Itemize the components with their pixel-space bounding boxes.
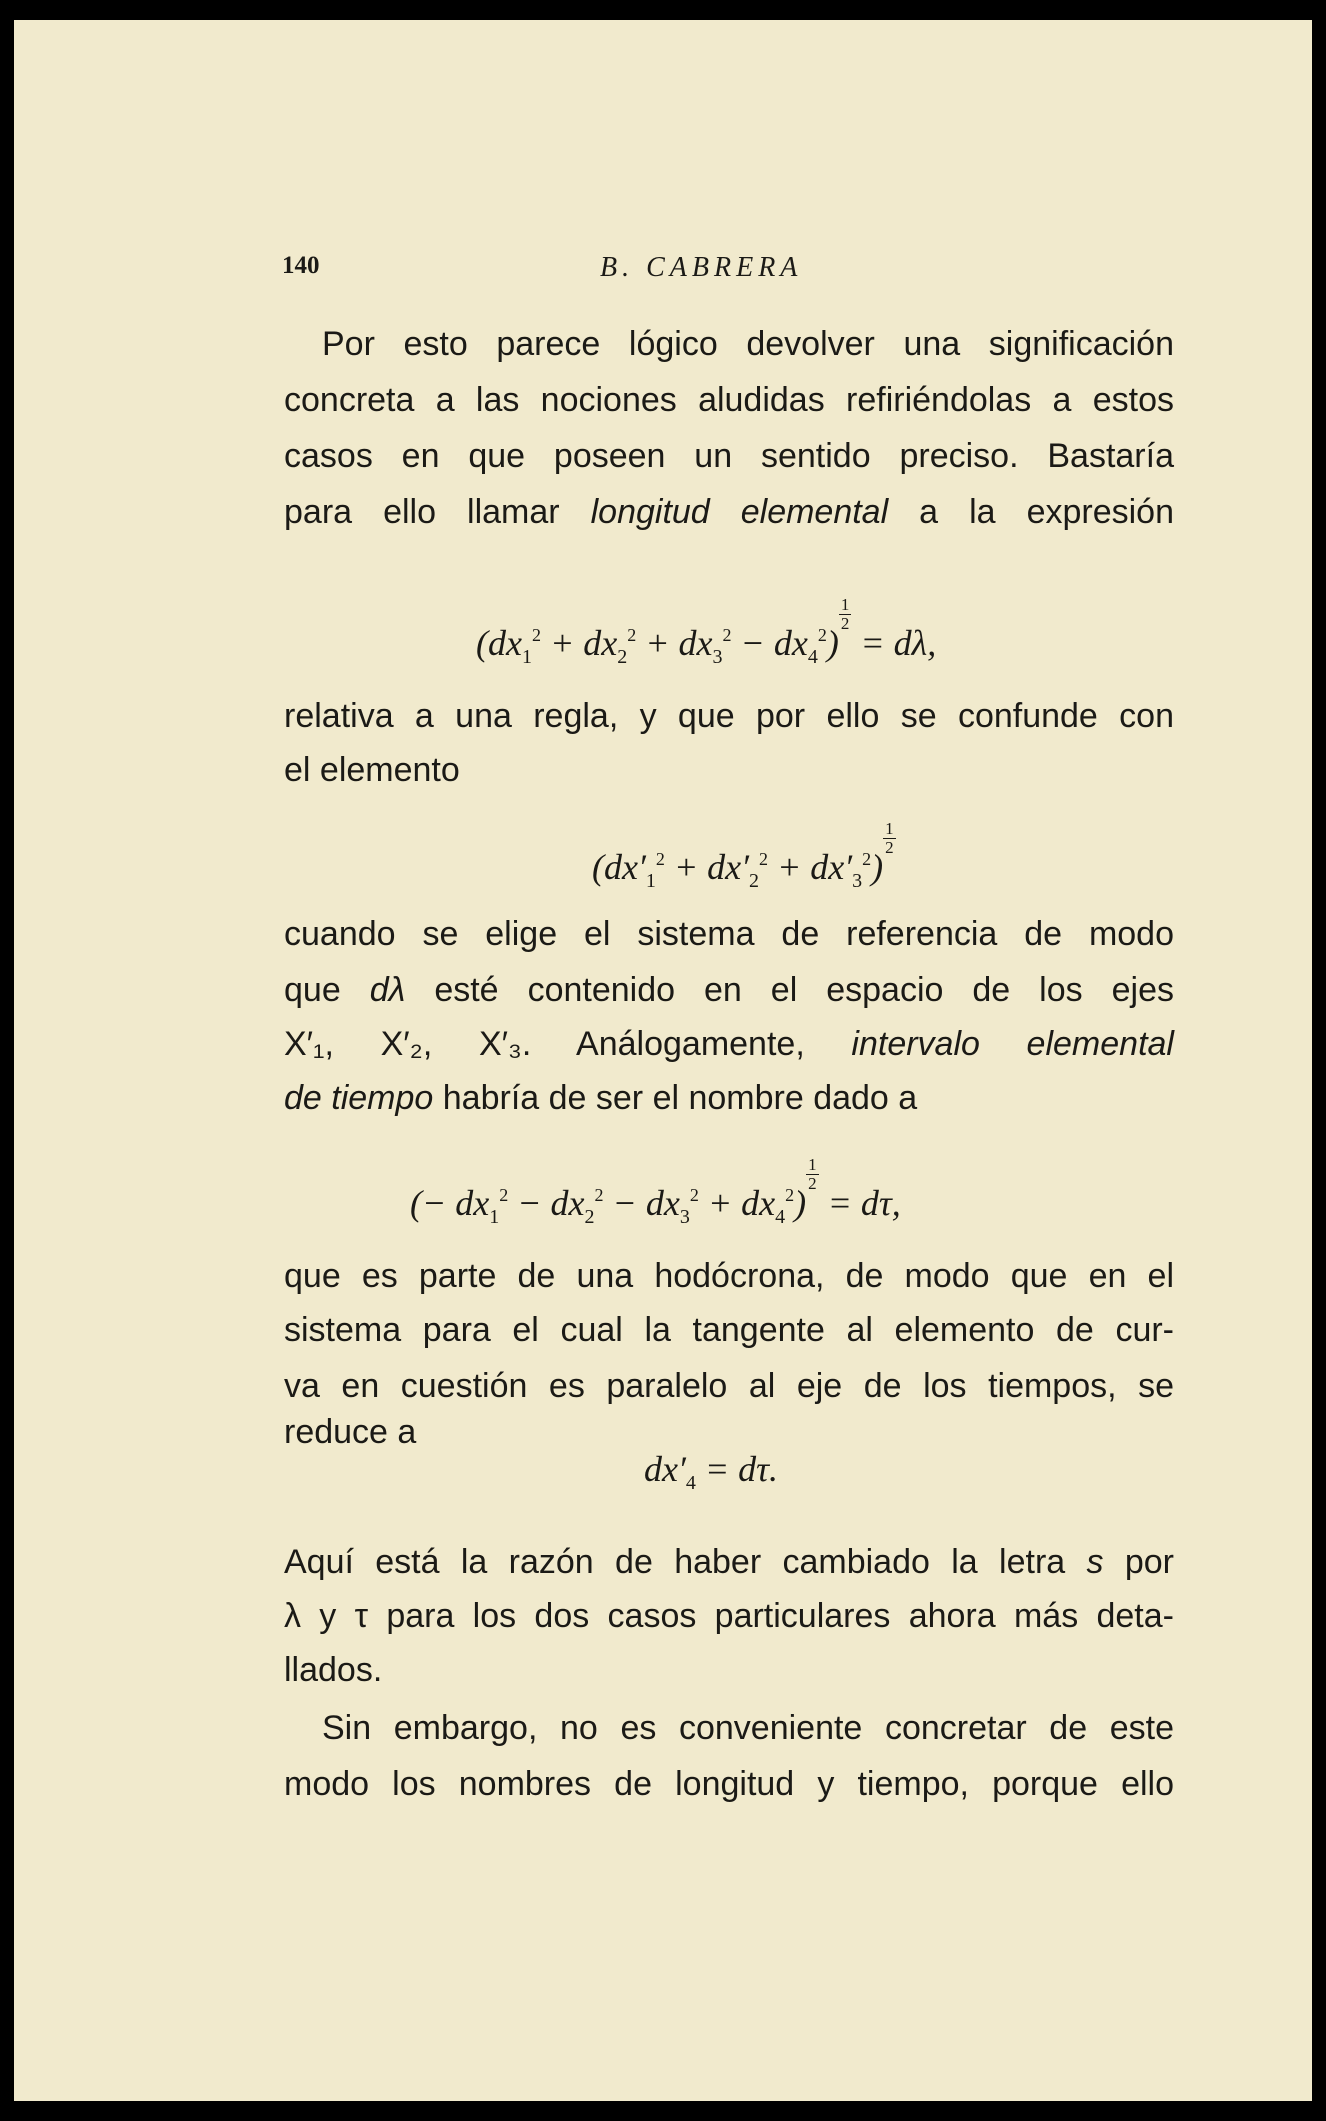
text-line: cuando se elige el sistema de referencia de modo [284,915,1174,953]
text-line [284,1078,1174,1118]
equation-reduccion: $dx'_4 = d\tau$. [644,1449,779,1494]
emphasis-text: de tiempo [284,1079,434,1117]
text-line [284,492,1174,532]
text-span: esté contenido en el espacio de los ejes [405,971,1174,1009]
text-line: Por esto parece lógico devolver una significación [322,325,1174,363]
running-head: B. CABRERA [600,252,803,283]
page-header [272,252,1172,292]
text-line: llados. [284,1651,383,1689]
emphasis-text: longitud elemental [590,493,889,531]
text-line: relativa a una regla, y que por ello se confunde con [284,697,1174,735]
text-line: reduce a [284,1413,417,1451]
text-line: λ y τ para los dos casos particulares ahora más deta- [284,1597,1174,1635]
text-line [284,1542,1174,1582]
page-number: 140 [282,252,320,279]
text-line [284,1024,1174,1064]
text-line: Sin embargo, no es conveniente concretar de este [322,1709,1174,1747]
text-line: el elemento [284,751,460,789]
text-span: para ello llamar [284,493,591,531]
text-line: casos en que poseen un sentido preciso. Bastaría [284,437,1174,475]
text-line: que es parte de una hodócrona, de modo que en el [284,1257,1174,1295]
book-page [14,20,1312,2101]
text-line: modo los nombres de longitud y tiempo, porque ello [284,1765,1174,1803]
text-line: va en cuestión es paralelo al eje de los tiempos, se [284,1367,1174,1405]
text-span: que [284,971,370,1009]
text-span: Aquí está la razón de haber cambiado la letra [284,1543,1087,1581]
text-line: concreta a las nociones aludidas refiriéndolas a estos [284,381,1174,419]
equation-elemento: $(dx'_1^2 + dx'_2^2 + dx'_3^2)$ $\frac{1}{2}$ [592,819,894,892]
equation-tiempo: (− $dx_1^2 - dx_2^2 - dx_3^2 + dx_4^2$) $\frac{1}{2}$ = dτ, [410,1155,901,1228]
text-line: sistema para el cual la tangente al elemento de cur- [284,1311,1174,1349]
text-span: habría de ser el nombre dado a [433,1079,918,1117]
text-span: a la expresión [888,493,1175,531]
equation-longitud: $(dx_1^2 + dx_2^2 + dx_3^2 - dx_4^2)$ $\frac{1}{2}$ = dλ, [476,595,937,668]
emphasis-text: dλ [369,971,406,1009]
emphasis-text: s [1086,1543,1104,1581]
emphasis-text: intervalo elemental [851,1025,1174,1063]
text-span: X′₁, X′₂, X′₃. Análogamente, [284,1025,852,1063]
text-span: por [1103,1543,1174,1581]
text-line [284,970,1174,1010]
